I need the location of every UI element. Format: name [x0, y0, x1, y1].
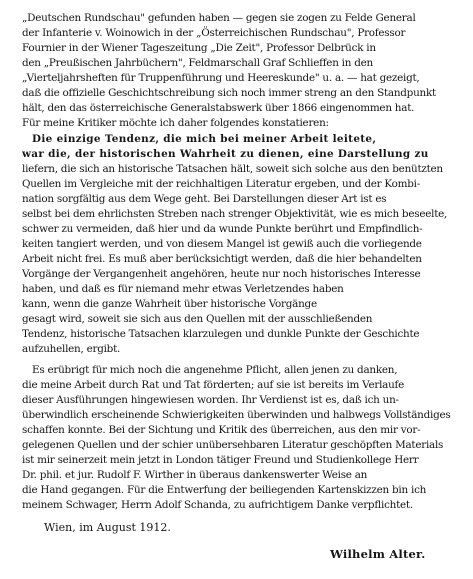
- text-line: Tendenz, historische Tatsachen klarzulegen und dunkle Punkte der Geschichte: [22, 328, 420, 340]
- text-line: meinem Schwager, Herrn Adolf Schanda, zu aufrichtigem Danke verpflichtet.: [22, 499, 413, 511]
- text-line: selbst bei dem ehrlichsten Streben nach strenger Objektivität, wie es mich beseelte,: [22, 208, 448, 220]
- text-line: keiten tangiert werden, und von diesem Mangel ist gewiß auch die vorliegende: [22, 238, 422, 250]
- text-line: dieser Ausführungen hingewiesen worden. Ihr Verdienst ist es, daß ich un-: [22, 394, 399, 406]
- text-line: Dr. phil. et jur. Rudolf F. Wirther in überaus dankenswerter Weise an: [22, 469, 368, 481]
- text-line: Fournier in der Wiener Tageszeitung „Die Zeit", Professor Delbrück in: [22, 42, 376, 54]
- text-line: war die, der historischen Wahrheit zu dienen, eine Darstellung zu: [22, 148, 429, 160]
- text-line: gesagt wird, soweit sie sich aus den Quellen mit der ausschließenden: [22, 313, 373, 325]
- text-line: Für meine Kritiker möchte ich daher folgendes konstatieren:: [22, 117, 329, 129]
- text-line: ist mir seinerzeit mein jetzt in London tätiger Freund und Studienkollege Herr: [22, 454, 419, 466]
- text-line: hält, den das österreichische Generalstabswerk über 1866 eingenommen hat.: [22, 102, 415, 114]
- text-line: Vorgänge der Vergangenheit angehören, heute nur noch historisches Interesse: [22, 268, 421, 280]
- text-line: Die einzige Tendenz, die mich bei meiner Arbeit leitete,: [32, 133, 377, 145]
- text-line: gelegenen Quellen und der schier unübersehbaren Literatur geschöpften Materials: [22, 439, 444, 451]
- text-line: der Infanterie v. Woinowich in der „Österreichischen Rundschau", Professor: [22, 27, 406, 39]
- text-line: haben, und daß es für niemand mehr etwas Verletzendes haben: [22, 283, 344, 295]
- text-line: nation sorgfältig aus dem Wege geht. Bei Darstellungen dieser Art ist es: [22, 193, 387, 205]
- text-line: Arbeit nicht frei. Es muß aber berücksichtigt werden, daß die hier behandelten: [22, 253, 422, 265]
- text-line: den „Preußischen Jahrbüchern", Feldmarschall Graf Schlieffen in den: [22, 57, 373, 69]
- text-line: Quellen im Vergleiche mit der reichhaltigen Literatur ergeben, und der Kombi-: [22, 178, 420, 190]
- date-line: Wien, im August 1912.: [44, 521, 171, 534]
- text-line: kann, wenn die ganze Wahrheit über historische Vorgänge: [22, 298, 317, 310]
- text-line: Es erübrigt für mich noch die angenehme Pflicht, allen jenen zu danken,: [32, 364, 398, 376]
- text-line: schwer zu vermeiden, daß hier und da wunde Punkte berührt und Empfindlich-: [22, 223, 423, 235]
- text-line: die meine Arbeit durch Rat und Tat förderten; auf sie ist bereits im Verlaufe: [22, 379, 405, 391]
- text-line: „Deutschen Rundschau" gefunden haben — gegen sie zogen zu Felde General: [22, 12, 416, 24]
- text-line: „Vierteljahrsheften für Truppenführung und Heereskunde" u. a. — hat gezeigt,: [22, 72, 420, 84]
- author-signature: Wilhelm Alter.: [330, 547, 426, 561]
- text-line: die Hand gegangen. Für die Entwerfung der beiliegenden Kartenskizzen bin ich: [22, 484, 427, 496]
- text-line: aufzuhellen, ergibt.: [22, 343, 121, 355]
- text-line: daß die offizielle Geschichtschreibung sich noch immer streng an den Standpunkt: [22, 87, 436, 99]
- text-line: liefern, die sich an historische Tatsachen hält, soweit sich solche aus den benützten: [22, 163, 443, 175]
- text-line: überwindlich erscheinende Schwierigkeiten überwinden und halbwegs Vollständiges: [22, 409, 451, 421]
- text-line: schaffen konnte. Bei der Sichtung und Kritik des überreichen, aus den mir vor-: [22, 424, 421, 436]
